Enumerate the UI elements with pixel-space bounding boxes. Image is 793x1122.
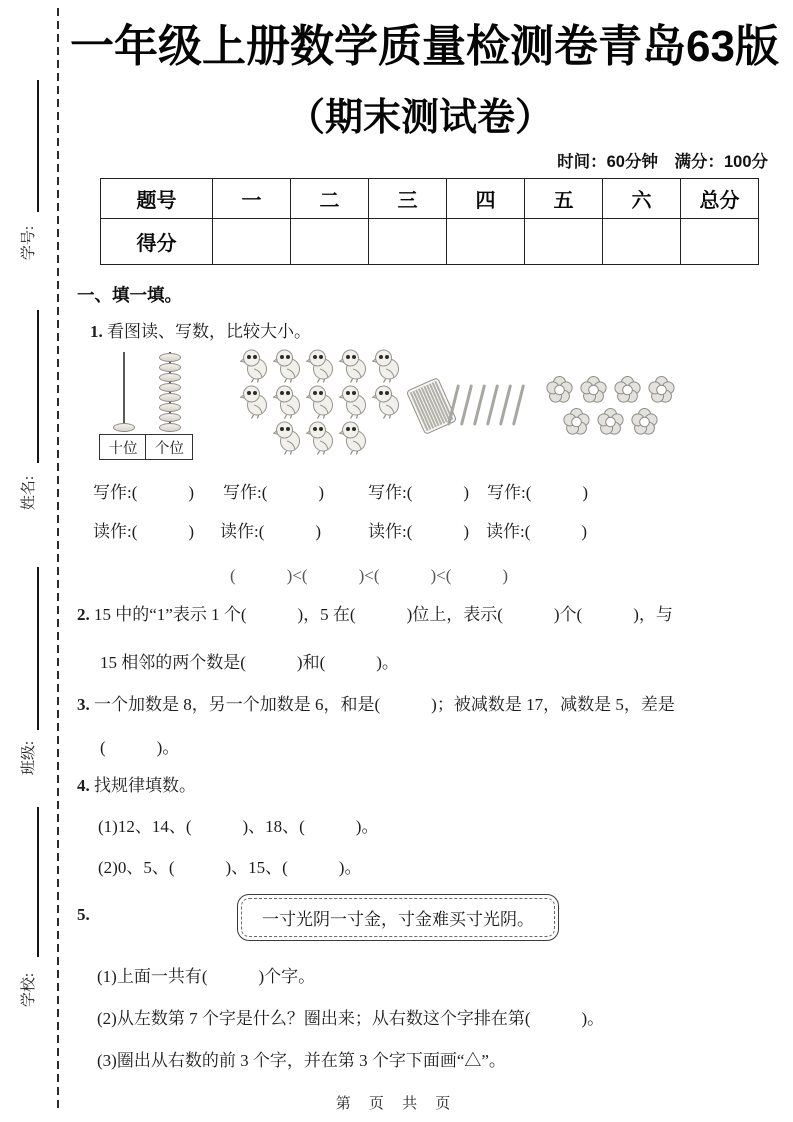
section-one-heading: 一、填一填。 [77, 285, 182, 305]
chick-icon [339, 348, 369, 383]
abacus-image [98, 350, 198, 462]
flowers-image [543, 374, 677, 436]
abacus-tens-beads [112, 352, 136, 432]
flower-icon [612, 374, 643, 404]
write-blank-1: 写作:( ) [93, 483, 195, 502]
chick-icon [273, 420, 303, 455]
flower-icon [578, 374, 609, 404]
chick-icon [273, 348, 303, 383]
time-limit-text: 时间：60分钟 满分：100分 [557, 153, 768, 171]
class-write-line [37, 567, 39, 730]
flower-icon [646, 374, 677, 404]
question-2-line1 [77, 600, 673, 625]
student-id-label: 学号: [21, 225, 37, 261]
abacus-bead [159, 413, 181, 422]
stick-bundle-icon [406, 377, 457, 435]
chick-icon [306, 420, 336, 455]
score-cell [525, 219, 603, 265]
name-write-line [37, 310, 39, 463]
class-label: 班级: [21, 740, 37, 776]
sticks-image [408, 378, 534, 436]
binding-dashed-line [57, 8, 59, 1112]
footer-page-label: 第 页 共 页 [335, 1095, 458, 1112]
write-blank-2: 写作:( ) [223, 483, 325, 502]
header-cell-total: 总分 [681, 179, 759, 219]
chick-icon [372, 384, 402, 419]
read-blank-2: 读作:( ) [220, 522, 322, 541]
header-cell-4: 四 [447, 179, 525, 219]
score-table [100, 178, 759, 265]
abacus-bead [159, 423, 181, 432]
question-3-number: 3. [77, 695, 90, 714]
question-4-number: 4. [77, 776, 90, 795]
student-id-write-line [37, 80, 39, 212]
read-blank-1: 读作:( ) [93, 522, 195, 541]
single-stick-icon [499, 384, 512, 425]
chick-icon [273, 384, 303, 419]
question-5-item2: (2)从左数第 7 个字是什么？圈出来；从右数这个字排在第( )。 [97, 1009, 605, 1028]
header-cell-6: 六 [603, 179, 681, 219]
header-cell-3: 三 [369, 179, 447, 219]
score-cell [681, 219, 759, 265]
score-row-label: 得分 [101, 219, 213, 265]
chick-icon [240, 384, 270, 419]
question-4-item1: (1)12、14、( )、18、( )。 [98, 817, 379, 836]
chick-icon [339, 420, 369, 455]
chick-icon [240, 348, 270, 383]
abacus-bead [159, 393, 181, 402]
score-cell [291, 219, 369, 265]
question-1-number: 1. [90, 322, 103, 341]
abacus-bead [159, 353, 181, 362]
chick-icon [306, 348, 336, 383]
single-stick-icon [473, 384, 486, 425]
question-3-line2: ( )。 [100, 738, 180, 757]
score-row [101, 219, 759, 265]
abacus-bead [159, 403, 181, 412]
question-1-text: 看图读、写数，比较大小。 [107, 322, 311, 341]
abacus-bead [159, 373, 181, 382]
single-stick-icon [460, 384, 473, 425]
score-cell [213, 219, 291, 265]
read-blank-4: 读作:( ) [486, 522, 588, 541]
chick-icon [339, 384, 369, 419]
abacus-bead [159, 363, 181, 372]
quote-box [237, 894, 559, 941]
score-table-header-row [101, 179, 759, 219]
question-4-text: 找规律填数。 [94, 776, 196, 795]
flower-icon [629, 406, 660, 436]
flower-icon [595, 406, 626, 436]
header-cell-5: 五 [525, 179, 603, 219]
school-label: 学校: [21, 972, 37, 1008]
header-cell-question-no: 题号 [101, 179, 213, 219]
page-title: 一年级上册数学质量检测卷青岛63版 [70, 22, 779, 71]
score-cell [369, 219, 447, 265]
write-blank-4: 写作:( ) [487, 483, 589, 502]
ones-place-label: 个位 [145, 434, 193, 460]
abacus-ones-beads [158, 352, 182, 432]
chick-icon [372, 348, 402, 383]
single-stick-icon [486, 384, 499, 425]
question-3-line1 [77, 690, 675, 715]
name-label: 姓名: [21, 475, 37, 511]
tens-place-label: 十位 [99, 434, 147, 460]
question-4-prompt [77, 771, 196, 796]
abacus-bead [113, 423, 135, 432]
abacus-bead [159, 383, 181, 392]
single-stick-icon [512, 384, 525, 425]
question-5-item3: (3)圈出从右数的前 3 个字，并在第 3 个字下面画“△”。 [97, 1051, 506, 1070]
page-subtitle: （期末测试卷） [286, 97, 553, 139]
question-1-prompt [90, 317, 311, 342]
question-4-item2: (2)0、5、( )、15、( )。 [98, 858, 362, 877]
abacus-base [99, 434, 193, 460]
chicks-image [237, 348, 405, 455]
header-cell-1: 一 [213, 179, 291, 219]
question-2-text1: 15 中的“1”表示 1 个( )，5 在( )位上，表示( )个( )，与 [94, 605, 673, 624]
score-cell [447, 219, 525, 265]
compare-blanks-line: ( )<( )<( )<( ) [230, 566, 509, 585]
question-2-number: 2. [77, 605, 90, 624]
question-2-line2: 15 相邻的两个数是( )和( )。 [100, 653, 399, 672]
flower-icon [561, 406, 592, 436]
question-5-item1: (1)上面一共有( )个字。 [97, 967, 316, 986]
write-blank-3: 写作:( ) [368, 483, 470, 502]
question-3-text1: 一个加数是 8，另一个加数是 6，和是( )；被减数是 17，减数是 5，差是 [94, 695, 675, 714]
score-cell [603, 219, 681, 265]
loose-sticks [452, 384, 520, 426]
header-cell-2: 二 [291, 179, 369, 219]
question-5-number: 5. [77, 905, 90, 924]
read-blank-3: 读作:( ) [368, 522, 470, 541]
flower-icon [544, 374, 575, 404]
chick-icon [306, 384, 336, 419]
quote-text: 一寸光阴一寸金，寸金难买寸光阴。 [262, 910, 534, 929]
school-write-line [37, 807, 39, 957]
